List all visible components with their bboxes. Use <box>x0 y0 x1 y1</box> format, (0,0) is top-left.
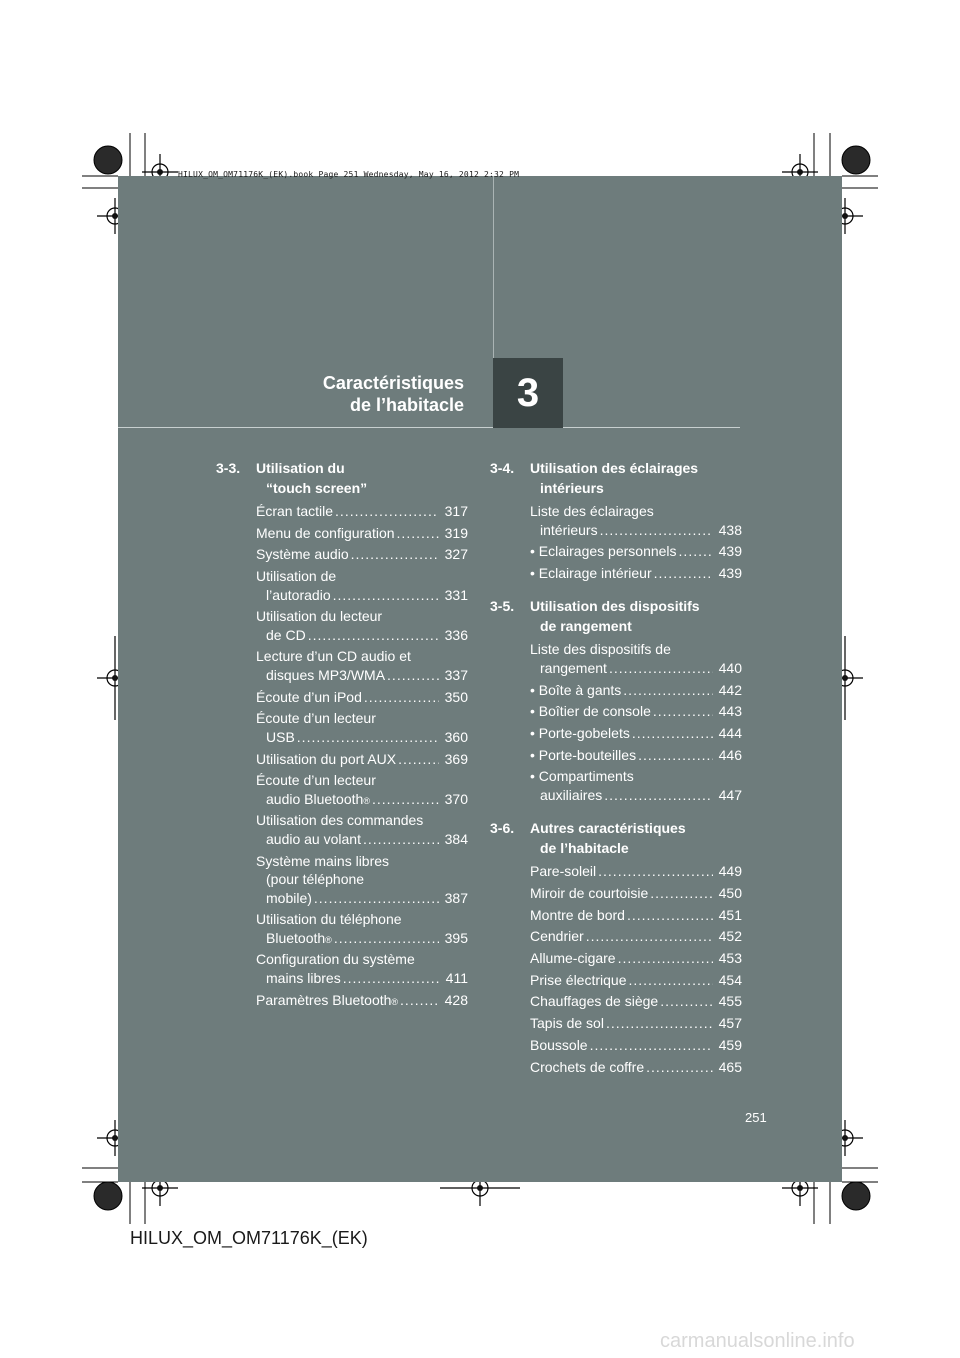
dot-leader <box>598 862 713 881</box>
toc-entry-label <box>256 545 442 564</box>
toc-entry-text: Lecture d’un CD audio et <box>256 648 411 665</box>
toc-entry-lastline <box>256 626 442 645</box>
toc-entry-text: intérieurs <box>540 521 598 538</box>
toc-entry-lastline: audio Bluetooth ® ..... <box>256 790 442 809</box>
toc-entry-label <box>530 681 716 700</box>
toc-entry-label <box>256 502 442 521</box>
dot-leader <box>609 659 713 678</box>
toc-entry-label <box>530 502 716 539</box>
toc-entry-label <box>256 688 442 707</box>
toc-entry-page: 452 <box>718 928 742 945</box>
toc-entry-page: 444 <box>718 724 742 741</box>
toc-entry[interactable] <box>530 681 742 700</box>
toc-entry-text: Paramètres Bluetooth <box>256 991 392 1008</box>
toc-entry-text: audio au volant <box>266 830 361 847</box>
toc-entry-page: 428 <box>444 991 468 1008</box>
toc-entry-label <box>530 992 716 1011</box>
toc-entry-label <box>530 949 716 968</box>
dot-leader <box>679 542 713 561</box>
toc-entry-lastline <box>530 724 716 743</box>
toc-entry[interactable] <box>256 910 468 947</box>
toc-entry-lastline <box>530 949 716 968</box>
toc-entry-page: 360 <box>444 728 468 745</box>
toc-entry-text: mobile) <box>266 889 312 906</box>
toc-entry-page: 370 <box>444 790 468 807</box>
toc-entry-text: auxiliaires <box>540 786 603 803</box>
toc-entry-lastline <box>530 681 716 700</box>
toc-entry[interactable] <box>256 991 468 1010</box>
toc-section <box>490 596 742 804</box>
toc-entry-page: 319 <box>444 524 468 541</box>
toc-right-column <box>490 458 742 1090</box>
toc-entry-label <box>530 746 716 765</box>
toc-entry[interactable] <box>256 852 468 908</box>
toc-entry-page: 459 <box>718 1036 742 1053</box>
toc-entry-label <box>256 852 442 908</box>
section-number: 3-4. <box>490 460 515 476</box>
section-title-line2: de l’habitacle <box>540 840 629 857</box>
toc-entry[interactable] <box>256 811 468 848</box>
toc-entry-label <box>256 607 442 644</box>
toc-entry-lastline <box>256 728 442 747</box>
toc-entry-label <box>256 647 442 684</box>
toc-entry-page: 465 <box>718 1058 742 1075</box>
section-number: 3-6. <box>490 820 515 837</box>
toc-entry-text: USB <box>266 728 295 745</box>
toc-entry[interactable] <box>530 949 742 968</box>
dot-leader <box>308 626 439 645</box>
toc-entry-page: 453 <box>718 950 742 967</box>
toc-entry[interactable] <box>256 950 468 987</box>
toc-entry-page: 440 <box>718 659 742 676</box>
toc-entry-text: • Porte-bouteilles <box>530 746 637 763</box>
toc-entry-lastline <box>256 969 442 988</box>
toc-entry-label <box>256 771 442 808</box>
chapter-title-line2: de l’habitacle <box>349 395 464 415</box>
toc-entry-label <box>256 991 442 1010</box>
dot-leader <box>623 681 713 700</box>
toc-entry-text: audio Bluetooth <box>266 790 364 807</box>
toc-entry-label <box>530 767 716 804</box>
dot-leader <box>387 666 439 685</box>
toc-entry-page: 450 <box>718 885 742 901</box>
dot-leader <box>650 884 713 903</box>
toc-entry-text: • Boîte à gants <box>530 681 622 698</box>
toc-entry-lastline <box>530 1036 716 1055</box>
toc-entry-label <box>530 1036 716 1055</box>
toc-entry-lastline <box>256 586 442 605</box>
dot-leader <box>629 971 714 990</box>
toc-entry-lastline <box>256 524 442 543</box>
toc-entry-text: Chauffages de siège <box>530 993 659 1010</box>
toc-entry[interactable] <box>530 927 742 946</box>
toc-entry-lastline <box>530 1058 716 1077</box>
dot-leader <box>334 929 439 948</box>
toc-entry-label <box>530 724 716 743</box>
toc-entry-page: 350 <box>444 688 468 705</box>
toc-entry-label <box>256 950 442 987</box>
toc-entry-page: 369 <box>444 750 468 767</box>
dot-leader <box>618 949 713 968</box>
toc-entry-text: de CD <box>266 626 306 643</box>
dot-leader <box>627 906 713 925</box>
toc-entry[interactable] <box>530 971 742 990</box>
dot-leader <box>590 1036 713 1055</box>
toc-entry-page: 442 <box>718 681 742 698</box>
toc-entry-label <box>530 906 716 925</box>
toc-entry-text: Boussole <box>530 1036 588 1053</box>
dot-leader <box>646 1058 713 1077</box>
section-title <box>530 458 742 502</box>
header-divider <box>493 176 494 358</box>
watermark: carmanualsonline.info <box>660 1330 855 1352</box>
toc-entry-text: Utilisation du port AUX <box>256 750 397 767</box>
toc-section <box>490 818 742 1076</box>
toc-section <box>490 458 742 582</box>
section-number: 3-3. <box>216 460 241 476</box>
toc-entry[interactable] <box>530 906 742 925</box>
toc-entry-lastline <box>530 746 716 765</box>
toc-entry-page: 387 <box>444 889 468 906</box>
toc-entry-text: Écoute d’un iPod <box>256 688 362 705</box>
dot-leader <box>654 564 713 583</box>
toc-entry-lastline: Paramètres Bluetooth ® ..... <box>256 991 442 1010</box>
toc-entry[interactable] <box>256 607 468 644</box>
section-title-line2: de rangement <box>540 618 632 635</box>
toc-entry-label <box>530 971 716 990</box>
toc-entry-text: mains libres <box>266 969 341 986</box>
toc-entry-lastline <box>530 659 716 678</box>
toc-entry-text: Utilisation du lecteur <box>256 608 383 625</box>
toc-entry-lastline <box>530 884 716 903</box>
toc-entry[interactable] <box>256 688 468 707</box>
dot-leader <box>333 586 439 605</box>
toc-entry-text: disques MP3/WMA <box>266 666 386 683</box>
toc-entry[interactable] <box>530 542 742 561</box>
toc-entry[interactable] <box>256 502 468 521</box>
section-title-line1: Utilisation du <box>256 460 345 476</box>
toc-entry-text: Allume-cigare <box>530 950 616 967</box>
toc-entry-label <box>530 564 716 583</box>
toc-entry-label <box>530 1014 716 1033</box>
toc-entry-label <box>256 910 442 947</box>
toc-section <box>216 458 468 1009</box>
dot-leader <box>653 702 713 721</box>
toc-left-column <box>216 458 468 1023</box>
toc-entry[interactable] <box>530 640 742 677</box>
toc-entry[interactable] <box>530 564 742 583</box>
toc-entry-page: 317 <box>444 503 468 519</box>
dot-leader <box>398 750 439 769</box>
toc-entry[interactable] <box>530 1014 742 1033</box>
chapter-number: 3 <box>516 371 540 415</box>
section-number: 3-5. <box>490 598 515 615</box>
header-rule <box>118 427 740 428</box>
toc-entry-text: • Compartiments <box>530 768 634 785</box>
toc-entry-text: Liste des dispositifs de <box>530 641 671 658</box>
toc-entry-lastline <box>530 1014 716 1033</box>
dot-leader <box>638 746 713 765</box>
toc-entry-text: • Eclairage intérieur <box>530 564 652 581</box>
toc-entry[interactable] <box>530 1036 742 1055</box>
toc-entry-text: • Eclairages personnels <box>530 543 677 560</box>
toc-entry-lastline <box>530 542 716 561</box>
toc-entry-text: Écoute d’un lecteur <box>256 710 376 727</box>
toc-entry-text: rangement <box>540 659 607 676</box>
dot-leader <box>343 969 439 988</box>
toc-entry-text: Utilisation des commandes <box>256 812 424 829</box>
dot-leader <box>606 1014 713 1033</box>
toc-entry-lastline <box>530 862 716 881</box>
dot-leader <box>632 724 713 743</box>
toc-entry-text: Configuration du système <box>256 951 415 968</box>
toc-entry-text: l’autoradio <box>266 586 331 603</box>
dot-leader <box>397 524 439 543</box>
toc-entry-page: 395 <box>444 929 468 946</box>
dot-leader <box>586 927 713 946</box>
footer-code: HILUX_OM_OM71176K_(EK) <box>130 1228 368 1248</box>
toc-entry-lastline <box>256 830 442 849</box>
page-number: 251 <box>745 1110 767 1125</box>
toc-entry-lastline <box>530 521 716 540</box>
toc-entry-label <box>256 524 442 543</box>
dot-leader <box>660 992 713 1011</box>
toc-entry-lastline <box>256 889 442 908</box>
toc-entry-label <box>530 640 716 677</box>
chapter-number-box <box>493 358 563 428</box>
toc-entry-page: 411 <box>445 969 468 986</box>
chapter-title-line1: Caractéristiques <box>322 373 464 393</box>
toc-entry-page: 449 <box>718 863 742 880</box>
dot-leader <box>600 521 713 540</box>
toc-entry[interactable] <box>530 767 742 804</box>
toc-entry-text: Crochets de coffre <box>530 1058 645 1075</box>
toc-entry-lastline <box>530 702 716 721</box>
dot-leader <box>400 991 439 1010</box>
section-title-line2: “touch screen” <box>266 480 368 496</box>
toc-entry-text: Montre de bord <box>530 906 625 923</box>
dot-leader <box>363 830 439 849</box>
toc-entry[interactable] <box>256 750 468 769</box>
toc-entry-lastline <box>530 927 716 946</box>
toc-entry[interactable] <box>256 771 468 808</box>
toc-entry-lastline <box>256 688 442 707</box>
toc-entry-text: Tapis de sol <box>530 1015 604 1032</box>
toc-entry-label <box>256 709 442 746</box>
toc-entry-text: Écoute d’un lecteur <box>256 772 376 789</box>
section-title <box>530 596 742 640</box>
toc-entry[interactable] <box>256 524 468 543</box>
toc-entry-label <box>530 862 716 881</box>
toc-entry-page: 331 <box>444 586 468 603</box>
toc-entry-text: Utilisation du téléphone <box>256 911 402 928</box>
toc-entry-label <box>530 542 716 561</box>
toc-entry-text: Prise électrique <box>530 971 627 988</box>
toc-entry-label <box>530 884 716 903</box>
section-title-line1: Autres caractéristiques <box>530 820 686 837</box>
toc-entry-text: • Boîtier de console <box>530 703 651 720</box>
toc-entry-lastline <box>256 750 442 769</box>
toc-entry-page: 455 <box>718 993 742 1010</box>
dot-leader <box>314 889 439 908</box>
dot-leader <box>372 790 439 809</box>
toc-entry[interactable] <box>530 1058 742 1077</box>
toc-entry-label <box>256 750 442 769</box>
toc-entry[interactable] <box>256 567 468 604</box>
toc-entry-text: Menu de configuration <box>256 524 395 541</box>
toc-entry-text: (pour téléphone <box>266 871 365 888</box>
dot-leader <box>335 502 439 521</box>
toc-entry-page: 337 <box>444 666 468 683</box>
book-info-line: HILUX_OM_OM71176K_(EK).book Page 251 Wednesday, May 16, 2012 2:32 PM <box>178 170 520 179</box>
toc-entry[interactable] <box>256 709 468 746</box>
toc-entry-label <box>530 927 716 946</box>
toc-entry[interactable] <box>530 862 742 881</box>
toc-entry-page: 447 <box>718 786 742 803</box>
toc-entry-lastline <box>256 502 442 521</box>
toc-entry-page: 443 <box>718 703 742 720</box>
section-title <box>256 458 468 502</box>
toc-entry-page: 446 <box>718 746 742 763</box>
dot-leader <box>351 545 439 564</box>
toc-entry-lastline <box>530 786 716 805</box>
dot-leader <box>604 786 713 805</box>
toc-entry-page: 439 <box>718 564 742 581</box>
toc-entry-lastline <box>256 666 442 685</box>
toc-entry-label <box>256 567 442 604</box>
toc-entry[interactable] <box>256 647 468 684</box>
toc-entry-page: 439 <box>718 543 742 560</box>
toc-entry-page: 336 <box>444 626 468 643</box>
section-title-line1: Utilisation des dispositifs <box>530 598 700 615</box>
toc-entry[interactable] <box>530 992 742 1011</box>
toc-entry[interactable] <box>530 502 742 539</box>
toc-entry-text: Liste des éclairages <box>530 503 654 519</box>
toc-entry[interactable] <box>530 746 742 765</box>
toc-entry-page: 327 <box>444 546 468 563</box>
toc-entry-lastline <box>530 992 716 1011</box>
dot-leader <box>297 728 439 747</box>
toc-entry[interactable] <box>530 884 742 903</box>
toc-entry-page: 384 <box>444 830 468 847</box>
toc-entry-text: Cendrier <box>530 928 584 945</box>
toc-entry-lastline: Bluetooth ® ..... <box>256 929 442 948</box>
toc-entry-label <box>530 702 716 721</box>
section-title-line2: intérieurs <box>540 480 604 496</box>
toc-entry-text: Système mains libres <box>256 852 390 869</box>
toc-entry[interactable] <box>530 702 742 721</box>
toc-entry-text: Pare-soleil <box>530 863 597 880</box>
toc-entry-text: Bluetooth <box>266 929 326 946</box>
toc-entry-label <box>256 811 442 848</box>
toc-entry-page: 451 <box>718 906 742 923</box>
chapter-title <box>204 372 464 416</box>
toc-entry-text: • Porte-gobelets <box>530 724 630 741</box>
toc-entry-text: Écran tactile <box>256 503 334 519</box>
section-title <box>530 818 742 862</box>
dot-leader <box>364 688 439 707</box>
toc-entry-page: 457 <box>718 1015 742 1032</box>
toc-entry-lastline <box>530 906 716 925</box>
toc-entry-text: Système audio <box>256 546 349 563</box>
toc-entry-page: 454 <box>718 971 742 988</box>
toc-entry-text: Miroir de courtoisie <box>530 885 649 901</box>
toc-entry-lastline <box>530 564 716 583</box>
toc-entry-lastline <box>530 971 716 990</box>
toc-entry[interactable] <box>530 724 742 743</box>
section-title-line1: Utilisation des éclairages <box>530 460 699 476</box>
toc-entry[interactable] <box>256 545 468 564</box>
toc-entry-text: Utilisation de <box>256 568 337 585</box>
toc-entry-lastline <box>256 545 442 564</box>
toc-entry-label <box>530 1058 716 1077</box>
toc-entry-page: 438 <box>718 521 742 538</box>
